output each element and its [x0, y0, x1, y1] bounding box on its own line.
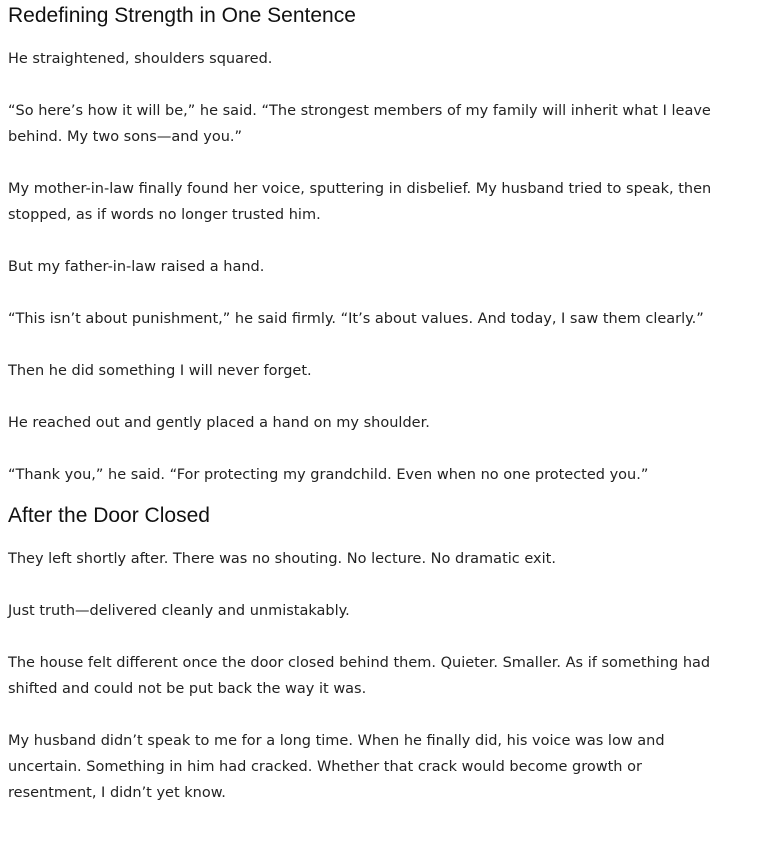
paragraph: Then he did something I will never forget.: [8, 363, 312, 379]
article-body: [8, 0, 768, 806]
paragraph: “This isn’t about punishment,” he said firmly. “It’s about values. And today, I saw them clearly.”: [8, 311, 704, 327]
paragraph: The house felt different once the door closed behind them. Quieter. Smaller. As if something had shifted and could not be put back the way it was.: [8, 655, 711, 697]
paragraph: My husband didn’t speak to me for a long time. When he finally did, his voice was low and uncertain. Something in him had cracked. Whether that crack would become growth or resentment, I didn’t yet know.: [8, 733, 665, 801]
paragraph: My mother-in-law finally found her voice, sputtering in disbelief. My husband tried to speak, then stopped, as if words no longer trusted him.: [8, 181, 712, 223]
paragraph: He straightened, shoulders squared.: [8, 51, 273, 67]
section-heading-after-the-door-closed: After the Door Closed: [8, 504, 210, 527]
paragraph: They left shortly after. There was no shouting. No lecture. No dramatic exit.: [8, 551, 556, 567]
paragraph: But my father-in-law raised a hand.: [8, 259, 265, 275]
paragraph: Just truth—delivered cleanly and unmistakably.: [8, 603, 350, 619]
paragraph: “So here’s how it will be,” he said. “The strongest members of my family will inherit what I leave behind. My two sons—and you.”: [8, 103, 711, 145]
paragraph: “Thank you,” he said. “For protecting my grandchild. Even when no one protected you.”: [8, 467, 649, 483]
section-heading-redefining-strength: Redefining Strength in One Sentence: [8, 4, 356, 27]
paragraph: He reached out and gently placed a hand on my shoulder.: [8, 415, 430, 431]
